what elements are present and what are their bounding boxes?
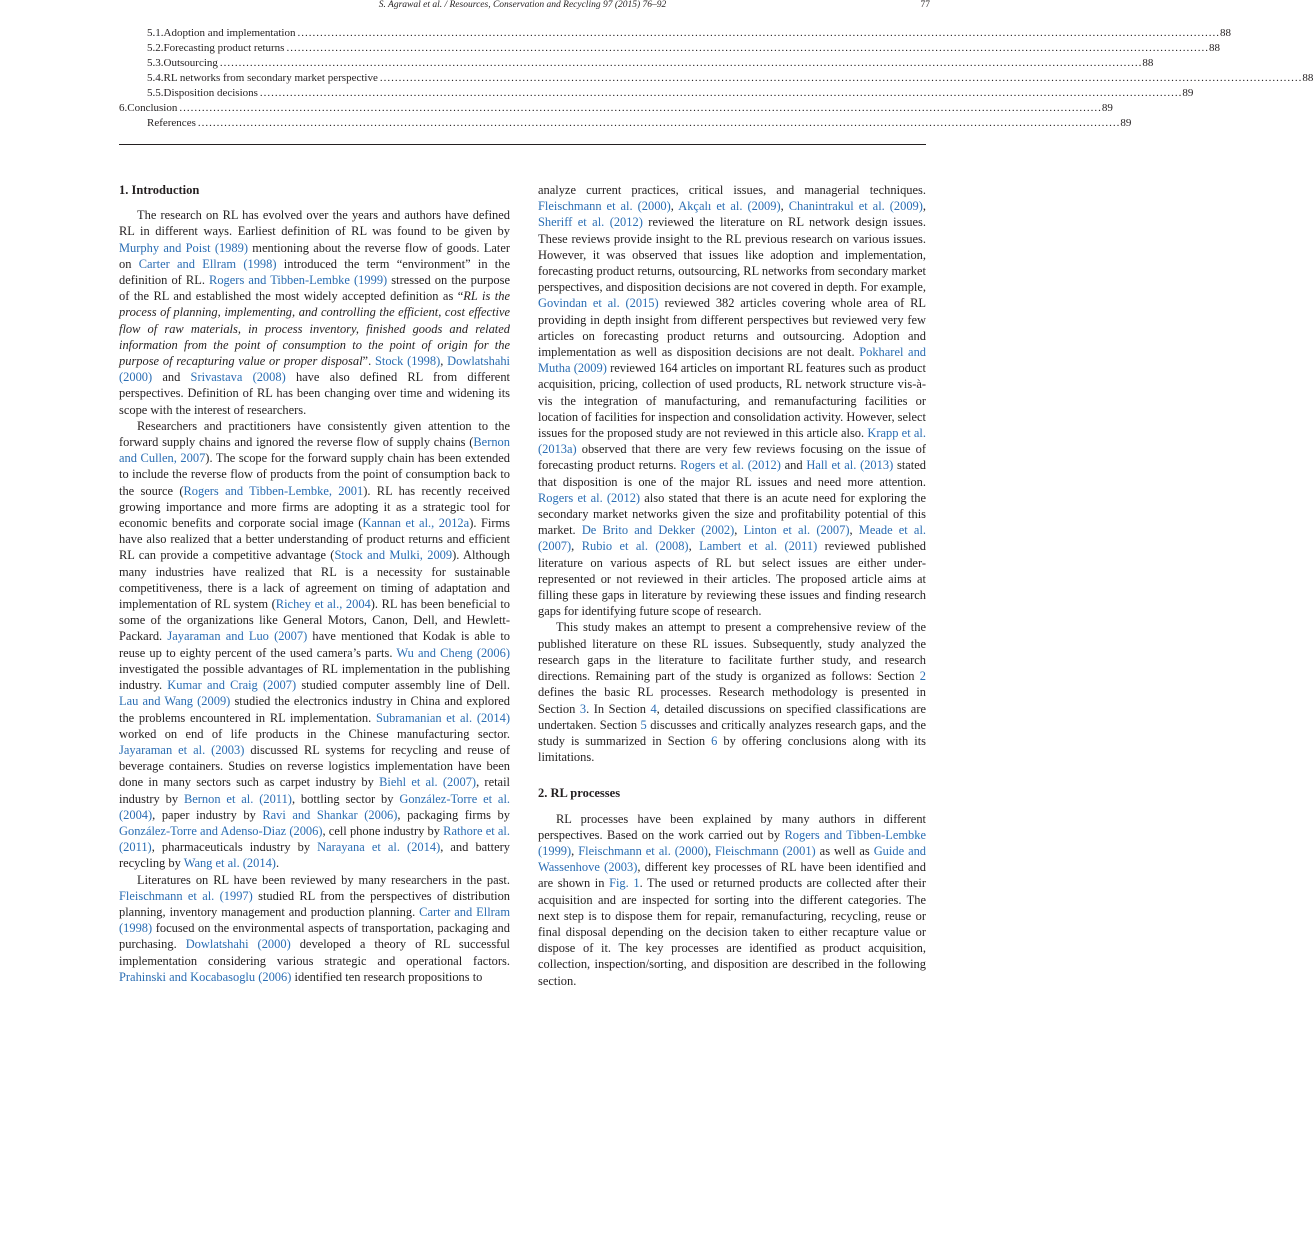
toc-row[interactable] xyxy=(119,56,1154,71)
paragraph: analyze current practices, critical issues, and managerial techniques. Fleischmann et al. (2000), Akçalı et al. (2009), Chanintrakul et al. (2009), Sheriff et al. (2012) reviewed the literature on RL network design issues. These reviews provide insight to the RL previous research on various issues. However, it was observed that issues like adoption and implementation, forecasting product returns, outsourcing, RL networks from secondary market perspectives, and disposition decisions are not covered in depth. For example, Govindan et al. (2015) reviewed 382 articles covering whole area of RL providing in depth insight from different perspectives but reviewed very few articles on forecasting product returns and outsourcing. Adoption and implementation as well as disposition decisions are not dealt. Pokharel and Mutha (2009) reviewed 164 articles on important RL features such as product acquisition, pricing, collection of used products, RL network structure vis-à-vis the integration of manufacturing, and remanufacturing facilities or location of facilities for inspection and consolidation activity. However, select issues for the proposed study are not reviewed in this article also. Krapp et al. (2013a) observed that there are very few reviews focusing on the issue of forecasting product returns. Rogers et al. (2012) and Hall et al. (2013) stated that disposition is one of the major RL issues and need more attention. Rogers et al. (2012) also stated that there is an acute need for exploring the secondary market networks given the size and profitability potential of this market. De Brito and Dekker (2002), Linton et al. (2007), Meade et al. (2007), Rubio et al. (2008), Lambert et al. (2011) reviewed published literature on various aspects of RL but select issues are either under-represented or not reviewed in their articles. The proposed article aims at filling these gaps in literature by reviewing these issues and finding research gaps for identifying future scope of research. xyxy=(538,183,927,619)
toc-page: 88 xyxy=(1208,42,1220,54)
citation-link[interactable]: Akçalı et al. (2009) xyxy=(678,199,781,214)
citation-link[interactable]: Pokharel and Mutha (2009) xyxy=(538,345,927,376)
citation-link[interactable]: Kumar and Craig (2007) xyxy=(167,678,297,693)
citation-link[interactable]: Prahinski and Kocabasoglu (2006) xyxy=(119,969,292,984)
citation-link[interactable]: Meade et al. (2007) xyxy=(538,523,927,554)
section-link[interactable]: 4 xyxy=(650,701,657,716)
citation-link[interactable]: Biehl et al. (2007) xyxy=(379,775,477,790)
citation-link[interactable]: Richey et al., 2004 xyxy=(275,597,371,612)
toc-row[interactable] xyxy=(119,41,1220,56)
toc-num: 6. xyxy=(119,102,128,114)
citation-link[interactable]: Stock and Mulki, 2009 xyxy=(334,548,453,563)
paragraph: Researchers and practitioners have consistently given attention to the forward supply chains and ignored the reverse flow of supply chains (Bernon and Cullen, 2007). The scope for the forward supply chain has been extended to include the reverse flow of products from the point of consumption back to the source (Rogers and Tibben-Lembke, 2001). RL has recently received growing importance and more firms are adopting it as a strategic tool for economic benefits and corporate social image (Kannan et al., 2012a). Firms have also realized that a better understanding of product returns and efficient RL can provide a competitive advantage (Stock and Mulki, 2009). Although many industries have realized that RL is a necessity for sustainable competitiveness, there is a lack of agreement on timing of adaptation and implementation of RL system (Richey et al., 2004). RL has been beneficial to some of the organizations like General Motors, Canon, Dell, and Hewlett-Packard. Jayaraman and Luo (2007) have mentioned that Kodak is able to reuse up to eighty percent of the used camera’s parts. Wu and Cheng (2006) investigated the possible advantages of RL implementation in the publishing industry. Kumar and Craig (2007) studied computer assembly line of Dell. Lau and Wang (2009) studied the electronics industry in China and explored the problems encountered in RL implementation. Subramanian et al. (2014) worked on end of life products in the Chinese manufacturing sector. Jayaraman et al. (2003) discussed RL systems for recycling and reuse of beverage containers. Studies on reverse logistics implementation have been done in many sectors such as carpet industry by Biehl et al. (2007), retail industry by Bernon et al. (2011), bottling sector by González-Torre et al. (2004), paper industry by Ravi and Shankar (2006), packaging firms by González-Torre and Adenso-Diaz (2006), cell phone industry by Rathore et al. (2011), pharmaceuticals industry by Narayana et al. (2014), and battery recycling by Wang et al. (2014). xyxy=(119,418,511,871)
toc-page: 89 xyxy=(1182,87,1194,99)
citation-link[interactable]: Carter and Ellram (1998) xyxy=(119,904,510,936)
citation-link[interactable]: Fleischmann et al. (2000) xyxy=(578,843,708,858)
citation-link[interactable]: Jayaraman and Luo (2007) xyxy=(167,629,308,644)
toc-leader xyxy=(260,86,1183,101)
citation-link[interactable]: Krapp et al. (2013a) xyxy=(538,426,926,457)
citation-link[interactable]: Sheriff et al. (2012) xyxy=(538,215,643,230)
citation-link[interactable]: Fleischmann et al. (1997) xyxy=(119,888,253,903)
citation-link[interactable]: Bernon and Cullen, 2007 xyxy=(119,435,510,466)
section-link[interactable]: 6 xyxy=(711,733,718,748)
toc-title: Outsourcing xyxy=(163,57,218,69)
citation-link[interactable]: Lau and Wang (2009) xyxy=(119,694,231,709)
toc-title: Adoption and implementation xyxy=(163,27,296,39)
citation-link[interactable]: Rubio et al. (2008) xyxy=(581,539,689,554)
toc-row[interactable] xyxy=(119,116,1132,131)
paragraph: This study makes an attempt to present a comprehensive review of the published literature on these RL issues. Subsequently, study analyzed the research gaps in the literature to facilitate further study, and research directions. Remaining part of the study is organized as follows: Section 2 defines the basic RL processes. Research methodology is presented in Section 3. In Section 4, detailed discussions on specified classifications are undertaken. Section 5 discusses and critically analyzes research gaps, and the study is summarized in Section 6 by offering conclusions along with its limitations. xyxy=(538,620,926,765)
toc-num xyxy=(119,116,147,131)
citation-link[interactable]: De Brito and Dekker (2002) xyxy=(581,523,735,538)
toc-page: 89 xyxy=(1101,102,1113,114)
section-link[interactable]: 5 xyxy=(640,717,647,732)
toc-leader xyxy=(220,56,1143,71)
paragraph: RL processes have been explained by many authors in different perspectives. Based on the work carried out by Rogers and Tibben-Lembke (1999), Fleischmann et al. (2000), Fleischmann (2001) as well as Guide and Wassenhove (2003), different key processes of RL have been identified and are shown in Fig. 1. The used or returned products are collected after their acquisition and are inspected for sorting into the different categories. The next step is to dispose them for repair, remanufacturing, recycling, reuse or final disposal depending on the decision taken to either recapture value or dispose of it. The key processes are identified as product acquisition, collection, inspection/sorting, and disposition are described in the following section. xyxy=(538,811,927,988)
citation-link[interactable]: Narayana et al. (2014) xyxy=(317,840,441,855)
citation-link[interactable]: Fleischmann (2001) xyxy=(715,843,816,858)
toc-num: 5.2. xyxy=(147,42,164,54)
toc-title: RL networks from secondary market perspective xyxy=(163,72,378,84)
toc-title: Conclusion xyxy=(127,102,178,114)
citation-link[interactable]: González-Torre and Adenso-Diaz (2006) xyxy=(119,823,323,838)
citation-link[interactable]: Rathore et al. (2011) xyxy=(119,823,510,855)
citation-link[interactable]: Kannan et al., 2012a xyxy=(362,516,470,531)
toc-leader xyxy=(286,41,1209,56)
citation-link[interactable]: Govindan et al. (2015) xyxy=(538,296,659,311)
paragraph: The research on RL has evolved over the years and authors have defined RL in different ways. Earliest definition of RL was found to be given by Murphy and Poist (1989) mentioning about the reverse flow of goods. Later on Carter and Ellram (1998) introduced the term “environment” in the definition of RL. Rogers and Tibben-Lembke (1999) stressed on the purpose of the RL and established the most widely accepted definition as “RL is the process of planning, implementing, and controlling the efficient, cost effective flow of raw materials, in process inventory, finished goods and related information from the point of consumption to the point of origin for the purpose of recapturing value or proper disposal”. Stock (1998), Dowlatshahi (2000) and Srivastava (2008) have also defined RL from different perspectives. Definition of RL has been changing over time and widening its scope with the interest of researchers. xyxy=(119,208,511,417)
citation-link[interactable]: Rogers and Tibben-Lembke (1999) xyxy=(538,827,926,858)
citation-link[interactable]: Jayaraman et al. (2003) xyxy=(119,742,245,757)
toc-page: 88 xyxy=(1219,27,1231,39)
citation-link[interactable]: Stock (1998) xyxy=(374,354,441,369)
citation-link[interactable]: Carter and Ellram (1998) xyxy=(138,256,277,271)
citation-link[interactable]: Srivastava (2008) xyxy=(190,370,286,385)
citation-link[interactable]: Fleischmann et al. (2000) xyxy=(538,199,671,214)
toc-row[interactable] xyxy=(119,26,1231,41)
citation-link[interactable]: Dowlatshahi (2000) xyxy=(185,937,291,952)
left-column xyxy=(119,182,510,985)
citation-link[interactable]: Wu and Cheng (2006) xyxy=(396,645,510,660)
toc-num: 5.3. xyxy=(147,57,164,69)
toc-num: 5.1. xyxy=(147,27,164,39)
toc-row[interactable] xyxy=(119,71,1313,86)
citation-link[interactable]: Lambert et al. (2011) xyxy=(699,539,818,554)
section-link[interactable]: 3 xyxy=(579,701,587,716)
section-heading-introduction: 1. Introduction xyxy=(119,183,200,197)
citation-link[interactable]: Subramanian et al. (2014) xyxy=(375,710,510,725)
toc-page: 88 xyxy=(1302,72,1313,84)
citation-link[interactable]: Linton et al. (2007) xyxy=(743,523,850,538)
citation-link[interactable]: González-Torre et al. (2004) xyxy=(119,791,511,822)
page-number: 77 xyxy=(920,0,930,10)
figure-link[interactable]: Fig. 1 xyxy=(609,876,640,891)
citation-link[interactable]: Rogers and Tibben-Lembke (1999) xyxy=(209,273,388,288)
toc-page: 88 xyxy=(1142,57,1154,69)
citation-link[interactable]: Murphy and Poist (1989) xyxy=(119,240,248,255)
divider xyxy=(119,144,926,145)
toc-title: Forecasting product returns xyxy=(163,42,285,54)
table-of-contents xyxy=(119,26,1313,131)
citation-link[interactable]: Rogers et al. (2012) xyxy=(538,490,641,505)
definition-quote: RL is the process of planning, implementing, and controlling the efficient, cost effective flow of raw materials, in process inventory, finished goods and related information from the point of consumption to the point of origin for the purpose of recapturing value or proper disposal xyxy=(119,289,510,369)
running-header xyxy=(119,0,930,10)
paragraph: Literatures on RL have been reviewed by many researchers in the past. Fleischmann et al. (1997) studied RL from the perspectives of distribution planning, inventory management and production planning. Carter and Ellram (1998) focused on the environmental aspects of transportation, packaging and purchasing. Dowlatshahi (2000) developed a theory of RL successful implementation considering various strategic and operational factors. Prahinski and Kocabasoglu (2006) identified ten research propositions to xyxy=(119,872,511,984)
citation-link[interactable]: Wang et al. (2014) xyxy=(183,856,276,871)
citation-link[interactable]: Ravi and Shankar (2006) xyxy=(262,807,398,822)
toc-title: Disposition decisions xyxy=(163,87,258,99)
citation-link[interactable]: Guide and Wassenhove (2003) xyxy=(538,843,927,875)
toc-row[interactable] xyxy=(119,86,1194,101)
toc-row[interactable] xyxy=(119,101,1113,116)
running-title: S. Agrawal et al. / Resources, Conservation and Recycling 97 (2015) 76–92 xyxy=(378,0,667,10)
toc-leader xyxy=(198,116,1121,131)
citation-link[interactable]: Bernon et al. (2011) xyxy=(183,791,292,806)
toc-num: 5.4. xyxy=(147,72,164,84)
right-column xyxy=(538,182,926,989)
citation-link[interactable]: Chanintrakul et al. (2009) xyxy=(788,199,923,214)
citation-link[interactable]: Rogers and Tibben-Lembke, 2001 xyxy=(183,483,364,498)
toc-leader xyxy=(179,101,1102,116)
toc-num: 5.5. xyxy=(147,87,164,99)
citation-link[interactable]: Hall et al. (2013) xyxy=(806,458,894,473)
toc-leader xyxy=(297,26,1220,41)
section-link[interactable]: 2 xyxy=(919,669,926,684)
citation-link[interactable]: Dowlatshahi (2000) xyxy=(119,354,511,385)
section-heading-rl-processes: 2. RL processes xyxy=(538,786,621,801)
toc-leader xyxy=(380,71,1303,86)
citation-link[interactable]: Rogers et al. (2012) xyxy=(680,458,781,473)
toc-title: References xyxy=(147,117,196,129)
toc-page: 89 xyxy=(1120,117,1132,129)
